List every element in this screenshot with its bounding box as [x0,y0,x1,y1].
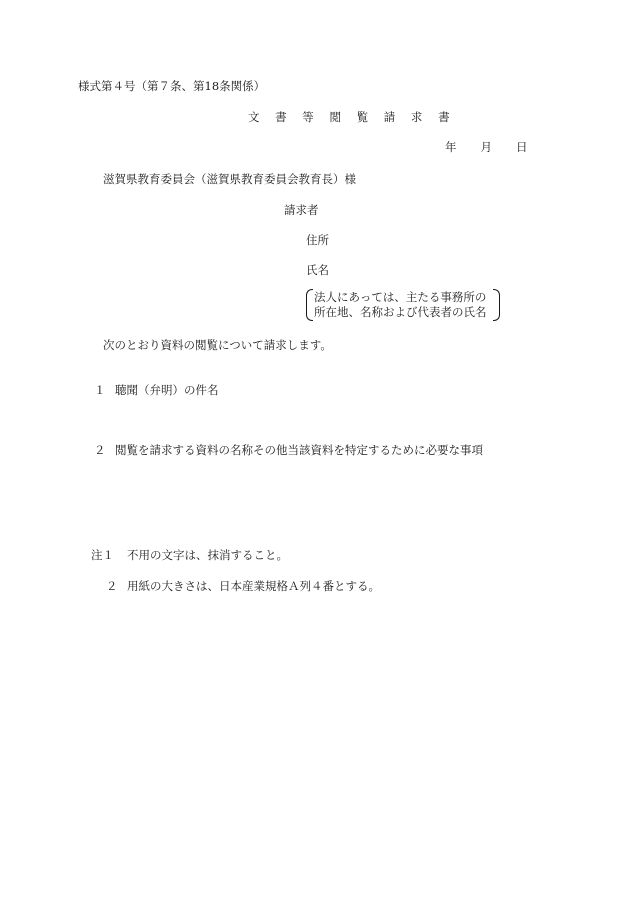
document-title: 文 書 等 閲 覧 請 求 書 [248,110,456,124]
address-label: 住所 [306,233,329,247]
corporate-note-line1: 法人にあっては、主たる事務所の [314,290,487,304]
note-number: ２ [106,579,118,593]
form-number: 様式第４号（第７条、第18条関係） [78,79,266,93]
notes-label: 注１ [91,548,114,562]
date-line [445,140,528,154]
item-number: １ [94,383,106,397]
corporate-note [306,289,500,321]
corporate-note-line2: 所在地、名称および代表者の氏名 [314,305,487,319]
right-bracket [493,289,500,321]
left-bracket [306,289,313,321]
date-day-label: 日 [516,140,528,154]
date-year-label: 年 [445,140,457,154]
item-number: ２ [94,443,106,457]
addressee: 滋賀県教育委員会（滋賀県教育委員会教育長）様 [103,172,356,186]
note-2: 用紙の大きさは、日本産業規格Ａ列４番とする。 [127,579,380,593]
note-1: 不用の文字は、抹消すること。 [127,548,288,562]
date-month-label: 月 [480,140,492,154]
intro-text: 次のとおり資料の閲覧について請求します。 [103,338,332,352]
item-hearing-title: 聴聞（弁明）の件名 [115,383,219,397]
item-document-details: 閲覧を請求する資料の名称その他当該資料を特定するために必要な事項 [115,443,483,457]
requester-label: 請求者 [284,203,319,217]
name-label: 氏名 [306,263,329,277]
